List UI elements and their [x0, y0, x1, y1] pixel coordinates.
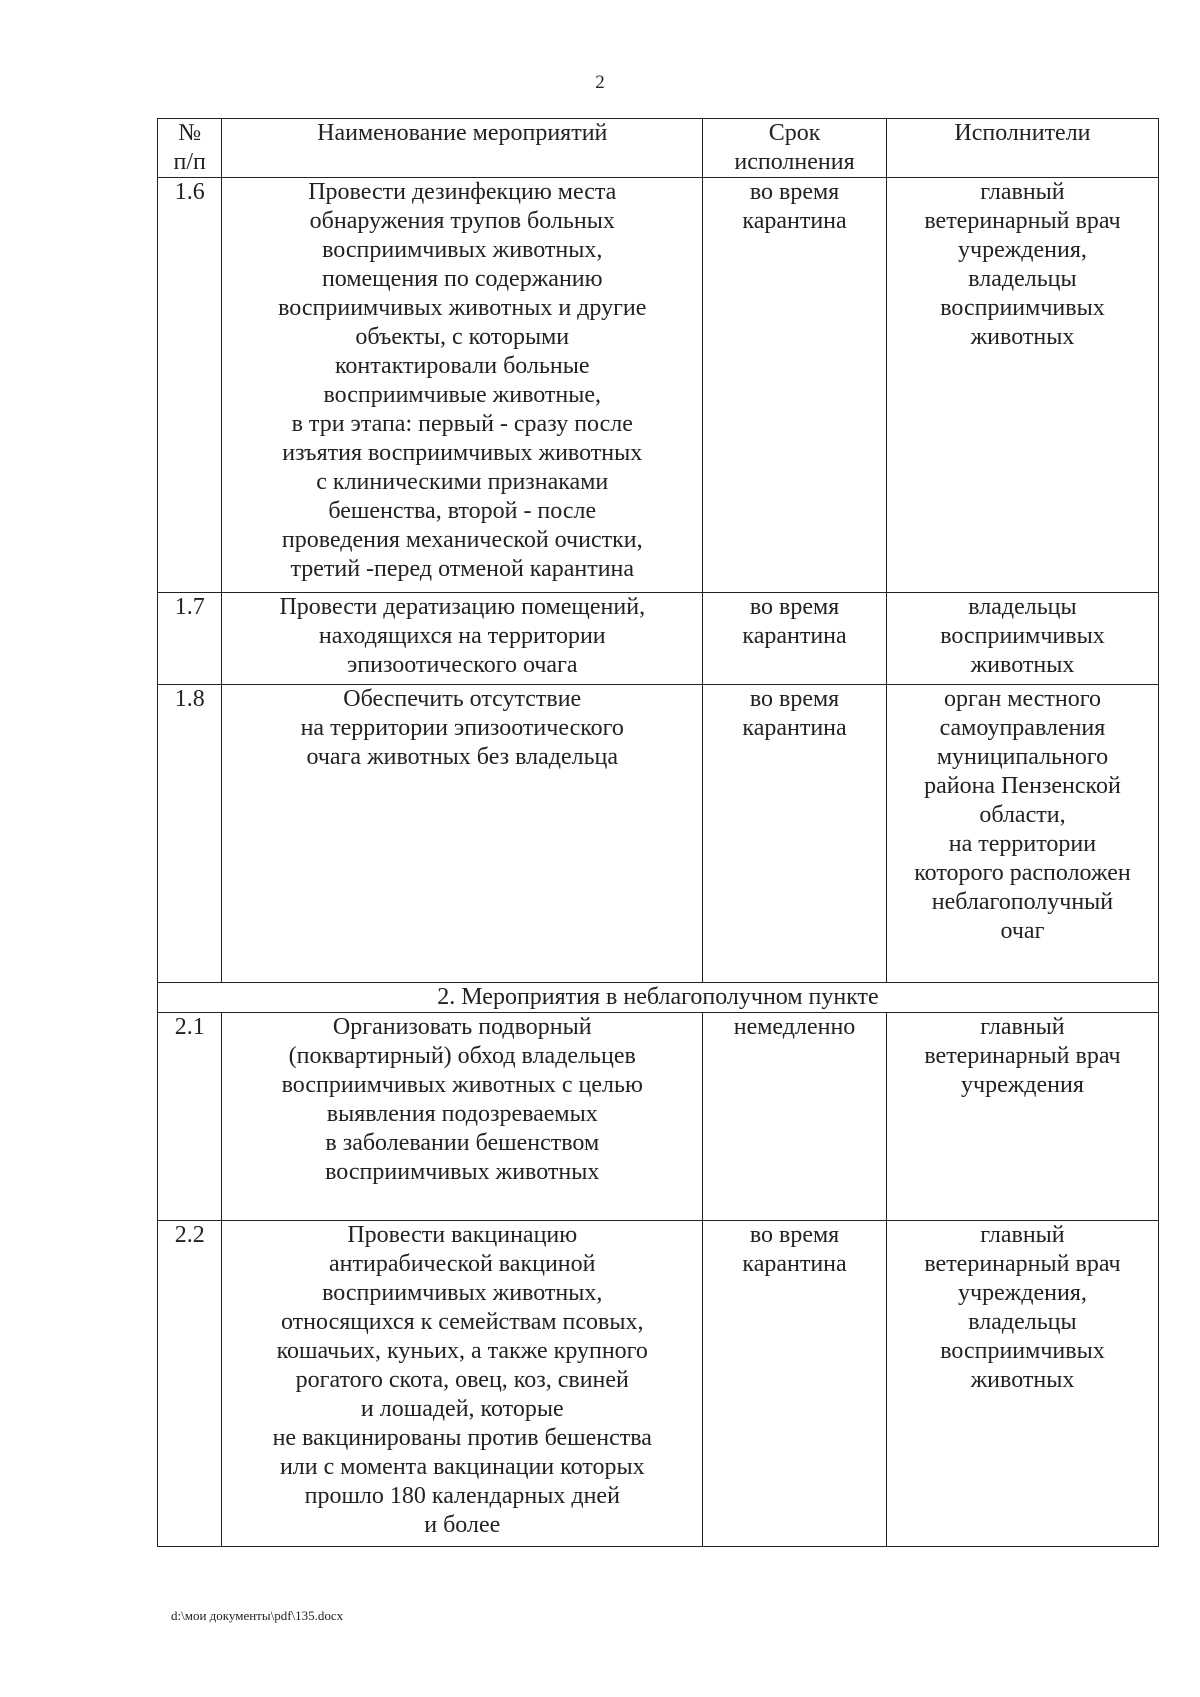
- row-number: 2.2: [158, 1221, 222, 1547]
- header-executors-line: Исполнители: [954, 120, 1091, 146]
- row-name: [222, 178, 703, 593]
- row-name-line: третий -перед отменой карантина: [290, 556, 635, 582]
- row-name-line: помещения по содержанию: [321, 266, 603, 292]
- section2-body: [158, 1013, 1159, 1547]
- row-name: [222, 1221, 703, 1547]
- row-term: [703, 685, 887, 983]
- header-term-line: Срок: [768, 120, 821, 146]
- row-name-line: прошло 180 календарных дней: [304, 1483, 620, 1509]
- row-term-line: немедленно: [733, 1014, 856, 1040]
- row-exec-line: главный: [980, 1222, 1065, 1248]
- row-exec-line: неблагополучный: [931, 889, 1114, 915]
- row-exec-line: орган местного: [943, 686, 1101, 712]
- row-name-line: Обеспечить отсутствие: [343, 686, 582, 712]
- table-header-row: [158, 119, 1159, 178]
- row-exec-line: муниципального: [936, 744, 1109, 770]
- row-name-line: в три этапа: первый - сразу после: [291, 411, 633, 437]
- row-term: [703, 1221, 887, 1547]
- table-row: [158, 593, 1159, 685]
- row-name-line: на территории эпизоотического: [300, 715, 624, 741]
- row-name: [222, 1013, 703, 1221]
- row-term-line: во время: [749, 1222, 840, 1248]
- row-exec-line: района Пензенской: [924, 773, 1121, 799]
- row-name-line: Организовать подворный: [332, 1014, 592, 1040]
- measures-table: [157, 118, 1159, 1547]
- row-exec-line: восприимчивых: [940, 623, 1105, 649]
- row-exec-line: главный: [980, 179, 1065, 205]
- row-name-line: Провести дезинфекцию места: [308, 179, 617, 205]
- row-name-line: проведения механической очистки,: [281, 527, 643, 553]
- row-exec-line: ветеринарный врач: [924, 1043, 1121, 1069]
- header-num: [158, 119, 222, 178]
- row-exec-line: восприимчивых: [940, 295, 1105, 321]
- row-term-line: карантина: [742, 208, 847, 234]
- row-name-line: восприимчивых животных,: [322, 237, 603, 263]
- row-term-line: во время: [749, 686, 840, 712]
- row-name-line: относящихся к семействам псовых,: [280, 1309, 644, 1335]
- table-row: [158, 1013, 1159, 1221]
- header-name-line: Наименование мероприятий: [317, 120, 608, 146]
- section2-header: [158, 983, 1159, 1013]
- header-executors: [886, 119, 1158, 178]
- row-name-line: антирабической вакциной: [329, 1251, 596, 1277]
- row-exec-line: восприимчивых: [940, 1338, 1105, 1364]
- row-exec-line: учреждения,: [958, 237, 1087, 263]
- row-exec-line: учреждения,: [958, 1280, 1087, 1306]
- row-name-line: кошачьих, куньих, а также крупного: [276, 1338, 648, 1364]
- table-row: [158, 1221, 1159, 1547]
- row-name-line: очага животных без владельца: [306, 744, 619, 770]
- row-name-line: в заболевании бешенством: [325, 1130, 600, 1156]
- row-exec: [886, 685, 1158, 983]
- row-number: 1.7: [158, 593, 222, 685]
- row-name-line: и лошадей, которые: [360, 1396, 564, 1422]
- row-exec: [886, 1221, 1158, 1547]
- row-exec-line: животных: [970, 324, 1075, 350]
- row-exec-line: животных: [970, 1367, 1075, 1393]
- row-name-line: (поквартирный) обход владельцев: [288, 1043, 636, 1069]
- row-name-line: или с момента вакцинации которых: [279, 1454, 645, 1480]
- row-exec-line: владельцы: [968, 1309, 1077, 1335]
- row-term-line: карантина: [742, 1251, 847, 1277]
- row-name: [222, 685, 703, 983]
- row-term-line: во время: [749, 179, 840, 205]
- row-number: 2.1: [158, 1013, 222, 1221]
- row-number: 1.8: [158, 685, 222, 983]
- row-name-line: выявления подозреваемых: [326, 1101, 598, 1127]
- table-row: [158, 178, 1159, 593]
- row-name-line: и более: [424, 1512, 501, 1538]
- row-exec-line: владельцы: [968, 266, 1077, 292]
- section-title-row: [158, 983, 1159, 1013]
- page-number: 2: [595, 72, 605, 93]
- row-exec-line: животных: [970, 652, 1075, 678]
- row-exec-line: ветеринарный врач: [924, 1251, 1121, 1277]
- row-name-line: рогатого скота, овец, коз, свиней: [295, 1367, 629, 1393]
- row-exec-line: самоуправления: [939, 715, 1106, 741]
- footer-file-path: d:\мои документы\pdf\135.docx: [171, 1608, 344, 1623]
- row-name-line: восприимчивые животные,: [323, 382, 602, 408]
- row-name-line: восприимчивых животных,: [322, 1280, 603, 1306]
- row-exec: [886, 178, 1158, 593]
- row-name: [222, 593, 703, 685]
- row-name-line: восприимчивых животных и другие: [278, 295, 647, 321]
- row-exec-line: главный: [980, 1014, 1065, 1040]
- table-row: [158, 685, 1159, 983]
- row-name-line: изъятия восприимчивых животных: [282, 440, 643, 466]
- row-term: [703, 1013, 887, 1221]
- row-exec-line: очаг: [1000, 918, 1045, 944]
- row-name-line: контактировали больные: [334, 353, 590, 379]
- row-name-line: не вакцинированы против бешенства: [272, 1425, 652, 1451]
- row-term-line: карантина: [742, 623, 847, 649]
- header-term-line: исполнения: [734, 149, 855, 175]
- row-name-line: восприимчивых животных: [325, 1159, 600, 1185]
- row-name-line: Провести вакцинацию: [347, 1222, 578, 1248]
- row-term-line: карантина: [742, 715, 847, 741]
- section-title: 2. Мероприятия в неблагополучном пункте: [158, 983, 1159, 1013]
- row-exec: [886, 593, 1158, 685]
- row-name-line: находящихся на территории: [318, 623, 606, 649]
- row-exec-line: области,: [979, 802, 1066, 828]
- row-name-line: объекты, с которыми: [355, 324, 570, 350]
- row-name-line: бешенства, второй - после: [328, 498, 597, 524]
- row-exec-line: ветеринарный врач: [924, 208, 1121, 234]
- row-exec-line: учреждения: [961, 1072, 1084, 1098]
- row-name-line: восприимчивых животных с целью: [281, 1072, 643, 1098]
- row-name-line: эпизоотического очага: [346, 652, 578, 678]
- row-term: [703, 593, 887, 685]
- header-num-line: п/п: [173, 149, 206, 175]
- row-number: 1.6: [158, 178, 222, 593]
- header-term: [703, 119, 887, 178]
- row-exec: [886, 1013, 1158, 1221]
- row-exec-line: которого расположен: [914, 860, 1131, 886]
- row-name-line: с клиническими признаками: [316, 469, 609, 495]
- row-exec-line: владельцы: [968, 594, 1077, 620]
- section1-body: [158, 178, 1159, 983]
- row-term: [703, 178, 887, 593]
- header-name: [222, 119, 703, 178]
- header-num-line: №: [178, 120, 202, 146]
- row-name-line: Провести дератизацию помещений,: [279, 594, 646, 620]
- row-exec-line: на территории: [948, 831, 1097, 857]
- row-term-line: во время: [749, 594, 840, 620]
- row-name-line: обнаружения трупов больных: [309, 208, 615, 234]
